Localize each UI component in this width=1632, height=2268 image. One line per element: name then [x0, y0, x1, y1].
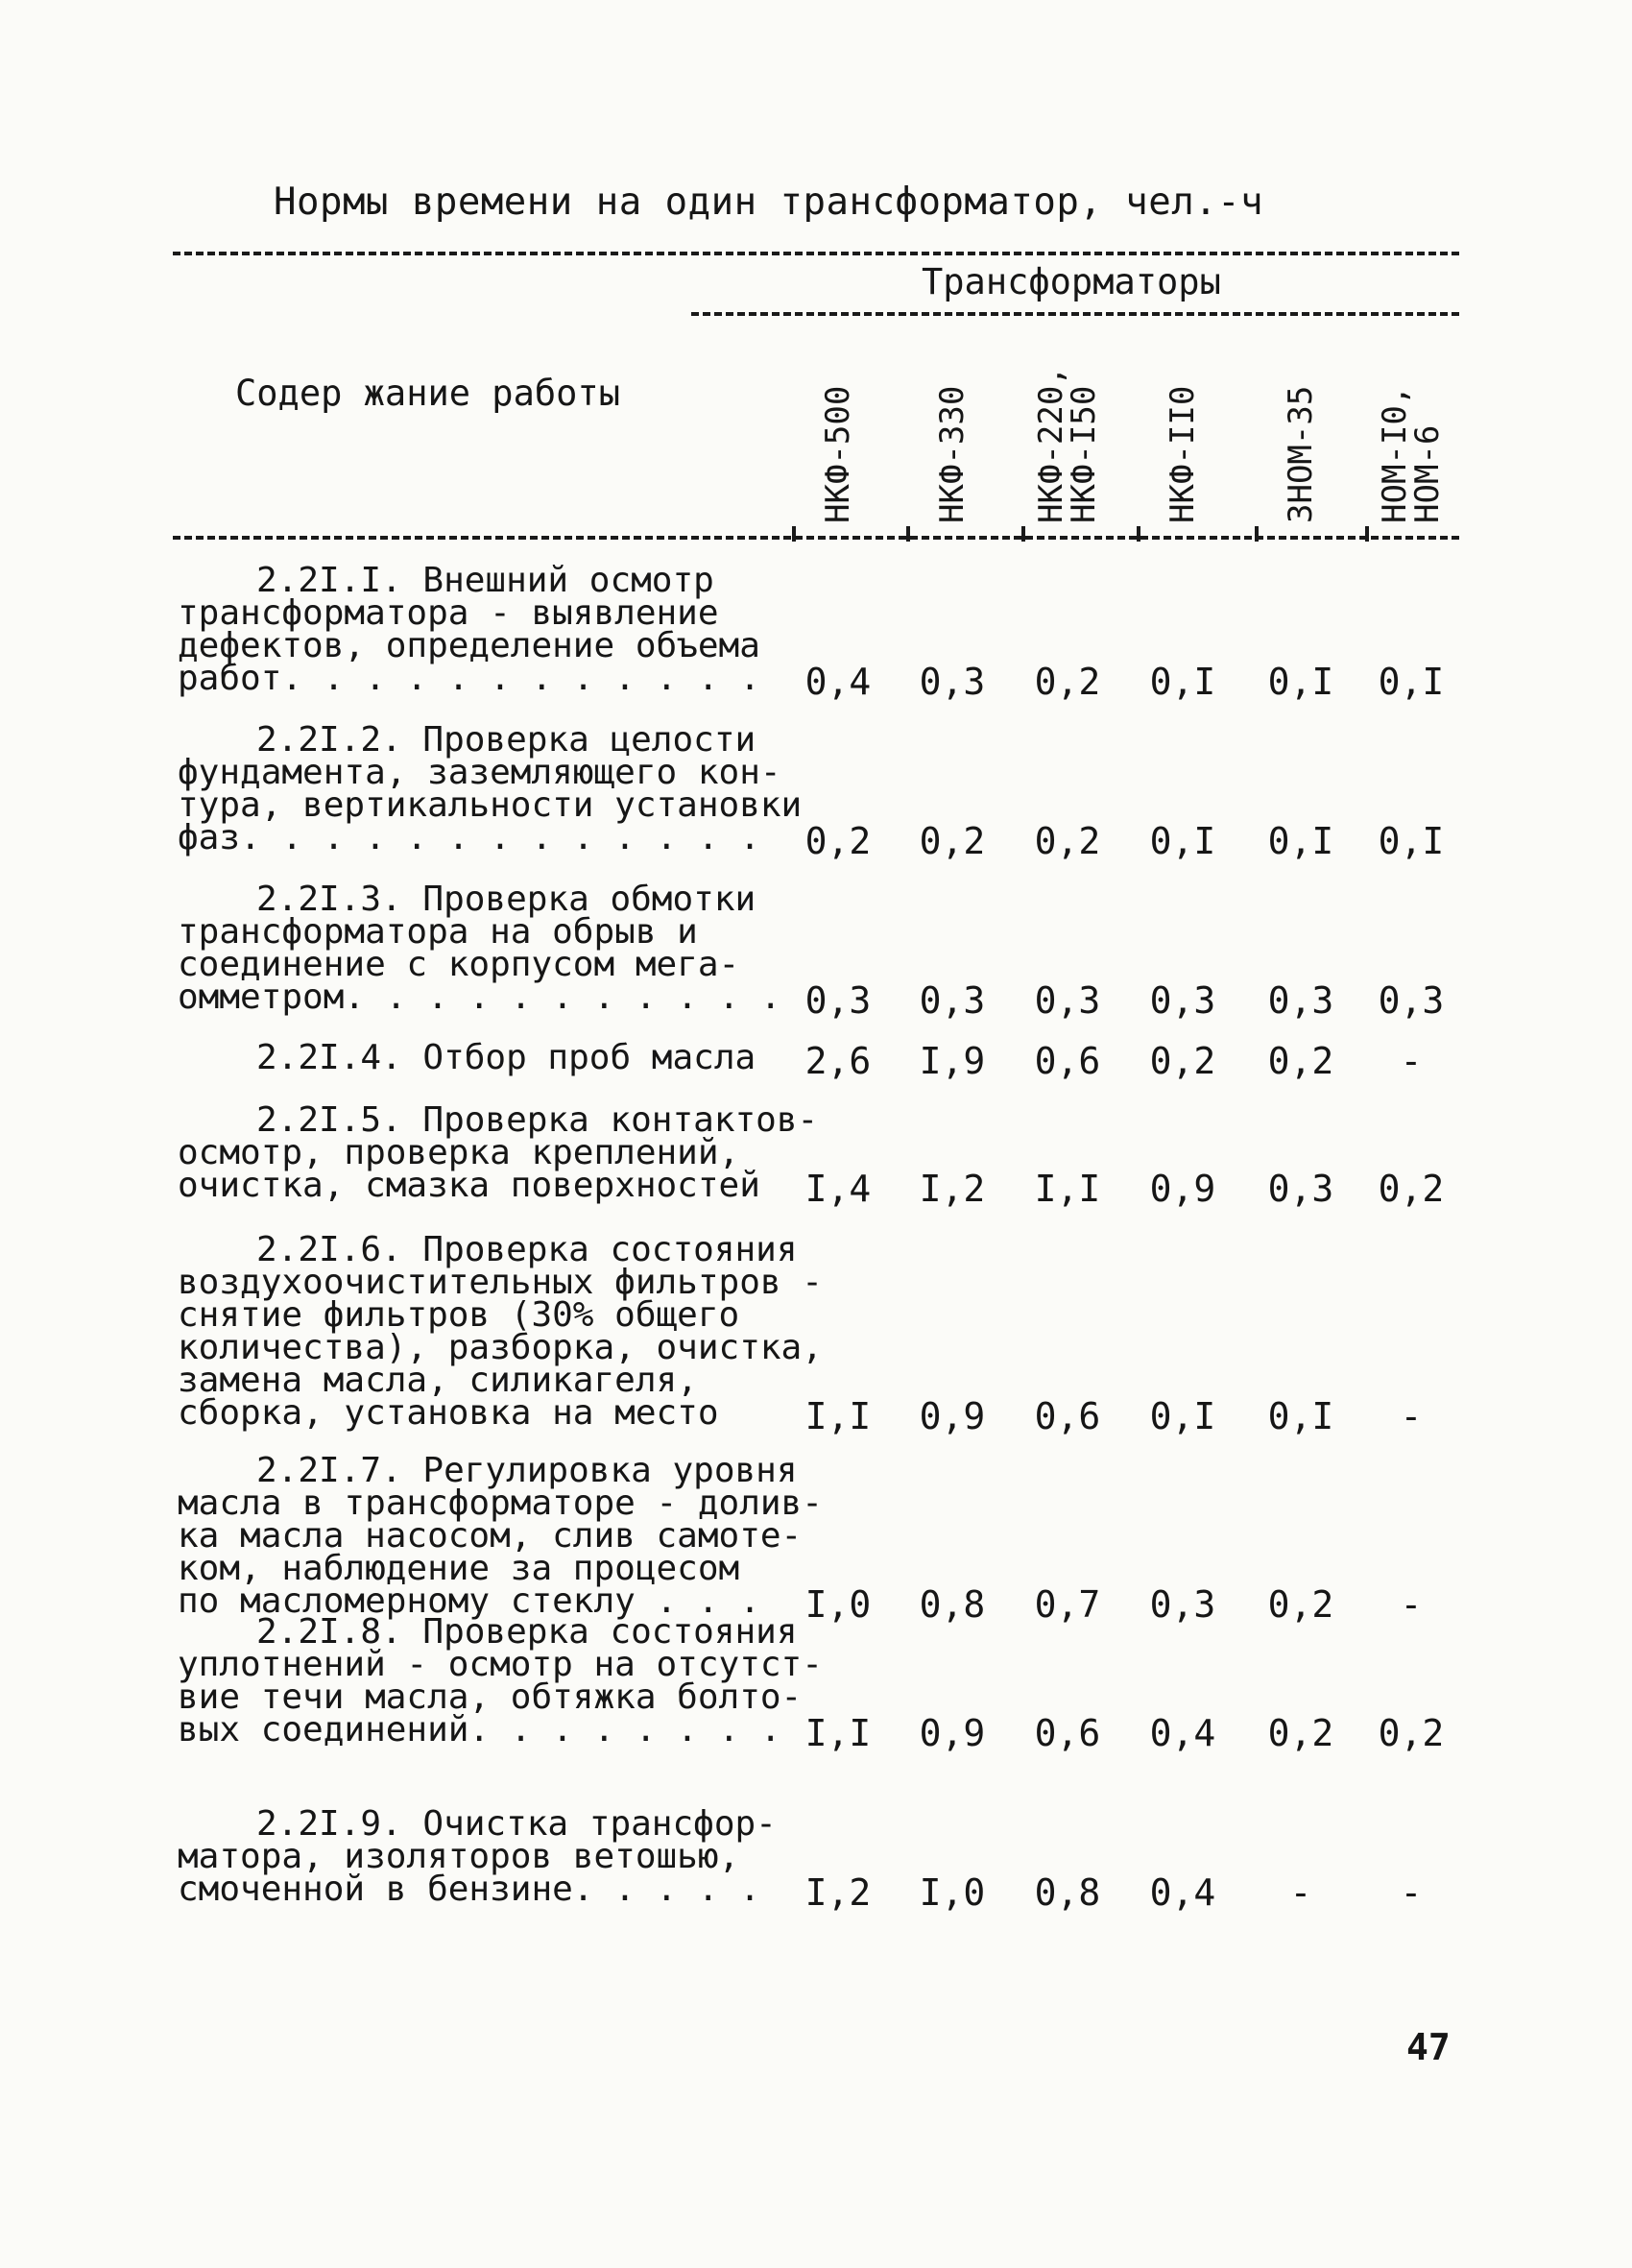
norm-value: 0,2: [1267, 1583, 1334, 1626]
norm-value: -: [1400, 1040, 1423, 1082]
column-header-label: [1164, 385, 1202, 523]
norm-value: I,0: [919, 1871, 986, 1914]
description-line: вых соединений. . . . . . . .: [178, 1710, 781, 1749]
norm-value: 0,3: [1034, 979, 1101, 1022]
description-line: ка масла насосом, слив самоте-: [178, 1516, 803, 1556]
column-header-label: [1376, 385, 1447, 523]
norm-value: 0,2: [1378, 1168, 1445, 1210]
description-line: вие течи масла, обтяжка болто-: [178, 1677, 803, 1717]
norm-value: 0,2: [1267, 1712, 1334, 1754]
description-line: количества), разборка, очистка,: [178, 1328, 823, 1367]
column-header-label: [819, 385, 857, 523]
norm-value: I,4: [804, 1168, 872, 1210]
norm-value: 0,3: [1267, 1168, 1334, 1210]
norm-value: 0,2: [1378, 1712, 1445, 1754]
norm-value: -: [1289, 1871, 1312, 1914]
norm-value: 0,2: [919, 820, 986, 862]
description-line: осмотр, проверка креплений,: [178, 1133, 740, 1172]
norm-value: 0,3: [919, 979, 986, 1022]
work-description: [178, 1038, 802, 1077]
column-header-line: НКФ-220,: [1032, 366, 1070, 523]
column-header-line: НКФ-330: [933, 385, 972, 523]
description-line: замена масла, силикагеля,: [178, 1361, 698, 1400]
page-number: 47: [1406, 2026, 1451, 2068]
norm-value: 0,2: [1034, 820, 1101, 862]
description-line: сборка, установка на место: [178, 1393, 719, 1433]
column-header-label: [933, 385, 972, 523]
norm-value: 0,6: [1034, 1040, 1101, 1082]
column-header-line: НКФ-I50: [1065, 385, 1103, 523]
description-line: уплотнений - осмотр на отсутст-: [178, 1645, 823, 1684]
norm-value: 2,6: [804, 1040, 872, 1082]
norm-value: 0,I: [1267, 661, 1334, 703]
description-line: 2.2I.5. Проверка контактов-: [256, 1100, 819, 1140]
description-line: фаз. . . . . . . . . . . . .: [178, 818, 760, 857]
column-header-line: НКФ-500: [819, 385, 857, 523]
work-description: [178, 880, 802, 1017]
norm-value: 0,2: [804, 820, 872, 862]
description-line: снятие фильтров (30% общего: [178, 1295, 740, 1335]
norm-value: 0,2: [1149, 1040, 1216, 1082]
description-line: очистка, смазка поверхностей: [178, 1166, 760, 1205]
norm-value: 0,3: [1378, 979, 1445, 1022]
top-rule: [173, 252, 1459, 255]
norm-value: 0,6: [1034, 1712, 1101, 1754]
norm-value: 0,I: [1267, 820, 1334, 862]
norm-value: 0,I: [1378, 661, 1445, 703]
norm-value: I,0: [804, 1583, 872, 1626]
norm-value: I,9: [919, 1040, 986, 1082]
column-header-line: ЗНОМ-35: [1282, 385, 1320, 523]
norm-value: 0,4: [1149, 1712, 1216, 1754]
column-header-label: [1032, 366, 1103, 523]
norm-value: 0,8: [1034, 1871, 1101, 1914]
description-line: фундамента, заземляющего кон-: [178, 753, 781, 792]
norm-value: 0,4: [1149, 1871, 1216, 1914]
description-line: масла в трансформаторе - долив-: [178, 1484, 823, 1523]
description-line: 2.2I.9. Очистка трансфор-: [256, 1804, 777, 1844]
work-description: [178, 1804, 802, 1909]
header-rule: [173, 536, 1459, 540]
column-header-line: НОМ-I0,: [1376, 385, 1414, 523]
page-title: Нормы времени на один трансформатор, чел.-ч: [274, 181, 1264, 224]
description-line: 2.2I.2. Проверка целости: [256, 720, 756, 760]
column-header-line: НОМ-6: [1408, 424, 1447, 523]
norm-value: 0,3: [1267, 979, 1334, 1022]
norm-value: I,I: [804, 1395, 872, 1437]
description-line: 2.2I.7. Регулировка уровня: [256, 1451, 798, 1490]
description-line: работ. . . . . . . . . . . .: [178, 659, 760, 698]
description-line: матора, изоляторов ветошью,: [178, 1837, 740, 1876]
description-line: тура, вертикальности установки: [178, 785, 803, 825]
norm-value: 0,9: [919, 1712, 986, 1754]
description-line: 2.2I.8. Проверка состояния: [256, 1612, 798, 1652]
description-line: трансформатора - выявление: [178, 593, 719, 633]
norm-value: -: [1400, 1871, 1423, 1914]
description-line: 2.2I.3. Проверка обмотки: [256, 880, 756, 919]
description-line: трансформатора на обрыв и: [178, 912, 698, 952]
description-line: соединение с корпусом мега-: [178, 945, 740, 984]
norm-value: 0,I: [1267, 1395, 1334, 1437]
description-line: по масломерному стеклу . . .: [178, 1581, 760, 1621]
norm-value: -: [1400, 1583, 1423, 1626]
column-header-label: [1282, 385, 1320, 523]
group-rule: [691, 312, 1459, 316]
norm-value: 0,9: [1149, 1168, 1216, 1210]
norm-value: -: [1400, 1395, 1423, 1437]
description-line: воздухоочистительных фильтров -: [178, 1263, 823, 1302]
norm-value: I,I: [1034, 1168, 1101, 1210]
column-header-line: НКФ-II0: [1164, 385, 1202, 523]
norm-value: I,2: [804, 1871, 872, 1914]
norm-value: 0,4: [804, 661, 872, 703]
description-line: 2.2I.4. Отбор проб масла: [256, 1038, 756, 1077]
norm-value: 0,9: [919, 1395, 986, 1437]
norm-value: 0,I: [1149, 820, 1216, 862]
description-line: смоченной в бензине. . . . .: [178, 1870, 760, 1909]
description-line: 2.2I.6. Проверка состояния: [256, 1230, 798, 1269]
norm-value: 0,7: [1034, 1583, 1101, 1626]
content-header: Содер жание работы: [235, 373, 620, 414]
norm-value: I,2: [919, 1168, 986, 1210]
work-description: [178, 1100, 819, 1205]
description-line: омметром. . . . . . . . . . .: [178, 977, 781, 1017]
description-line: дефектов, определение объема: [178, 626, 760, 665]
norm-value: 0,3: [1149, 979, 1216, 1022]
norm-value: 0,2: [1034, 661, 1101, 703]
norm-value: 0,6: [1034, 1395, 1101, 1437]
description-line: ком, наблюдение за процесом: [178, 1549, 740, 1588]
norm-value: 0,8: [919, 1583, 986, 1626]
work-description: [178, 1612, 823, 1749]
norm-value: I,I: [804, 1712, 872, 1754]
norm-value: 0,2: [1267, 1040, 1334, 1082]
norm-value: 0,3: [804, 979, 872, 1022]
group-header: Трансформаторы: [922, 261, 1221, 302]
norm-value: 0,I: [1149, 661, 1216, 703]
work-description: [178, 1230, 823, 1433]
work-description: [178, 561, 802, 698]
norm-value: 0,I: [1149, 1395, 1216, 1437]
norm-value: 0,3: [1149, 1583, 1216, 1626]
norm-value: 0,I: [1378, 820, 1445, 862]
norm-value: 0,3: [919, 661, 986, 703]
description-line: 2.2I.I. Внешний осмотр: [256, 561, 714, 600]
work-description: [178, 720, 803, 857]
work-description: [178, 1451, 823, 1621]
